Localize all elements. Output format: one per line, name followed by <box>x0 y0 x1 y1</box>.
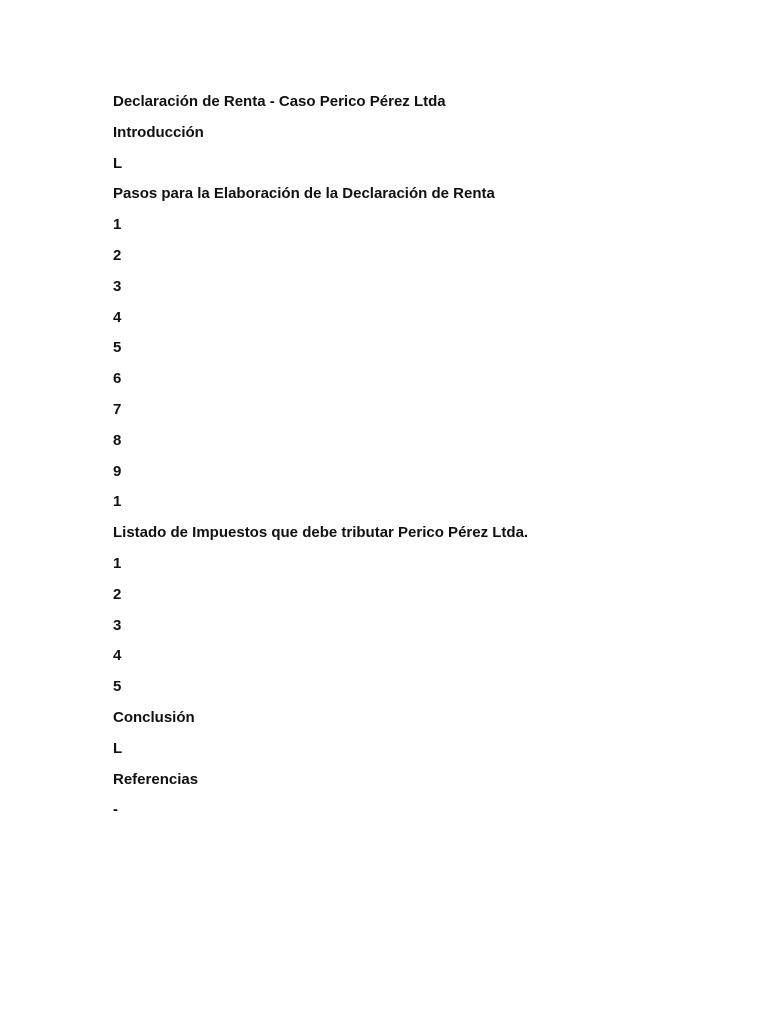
tax-item: 2 <box>113 585 122 603</box>
intro-heading: Introducción <box>113 123 204 141</box>
step-item: 4 <box>113 308 122 326</box>
steps-heading: Pasos para la Elaboración de la Declaración de Renta <box>113 185 495 203</box>
step-item: 1 <box>113 493 122 511</box>
step-item: 8 <box>113 431 122 449</box>
conclusion-heading: Conclusión <box>113 708 195 726</box>
tax-item: 5 <box>113 678 122 696</box>
step-item: 7 <box>113 400 122 418</box>
document-title: Declaración de Renta - Caso Perico Pérez Ltda <box>113 93 446 110</box>
tax-item: 1 <box>113 554 122 572</box>
references-heading: Referencias <box>113 770 199 788</box>
step-item: 6 <box>113 370 122 388</box>
conclusion-body: L <box>113 739 123 757</box>
step-item: 1 <box>113 216 122 234</box>
step-item: 3 <box>113 277 122 295</box>
taxes-heading: Listado de Impuestos que debe tributar Perico Pérez Ltda. <box>113 524 529 542</box>
intro-body: L <box>113 154 123 172</box>
tax-item: 4 <box>113 647 122 665</box>
step-item: 5 <box>113 339 122 357</box>
tax-item: 3 <box>113 616 122 634</box>
document-page <box>113 93 733 832</box>
step-item: 2 <box>113 246 122 264</box>
references-body: - <box>113 801 118 819</box>
step-item: 9 <box>113 462 122 480</box>
